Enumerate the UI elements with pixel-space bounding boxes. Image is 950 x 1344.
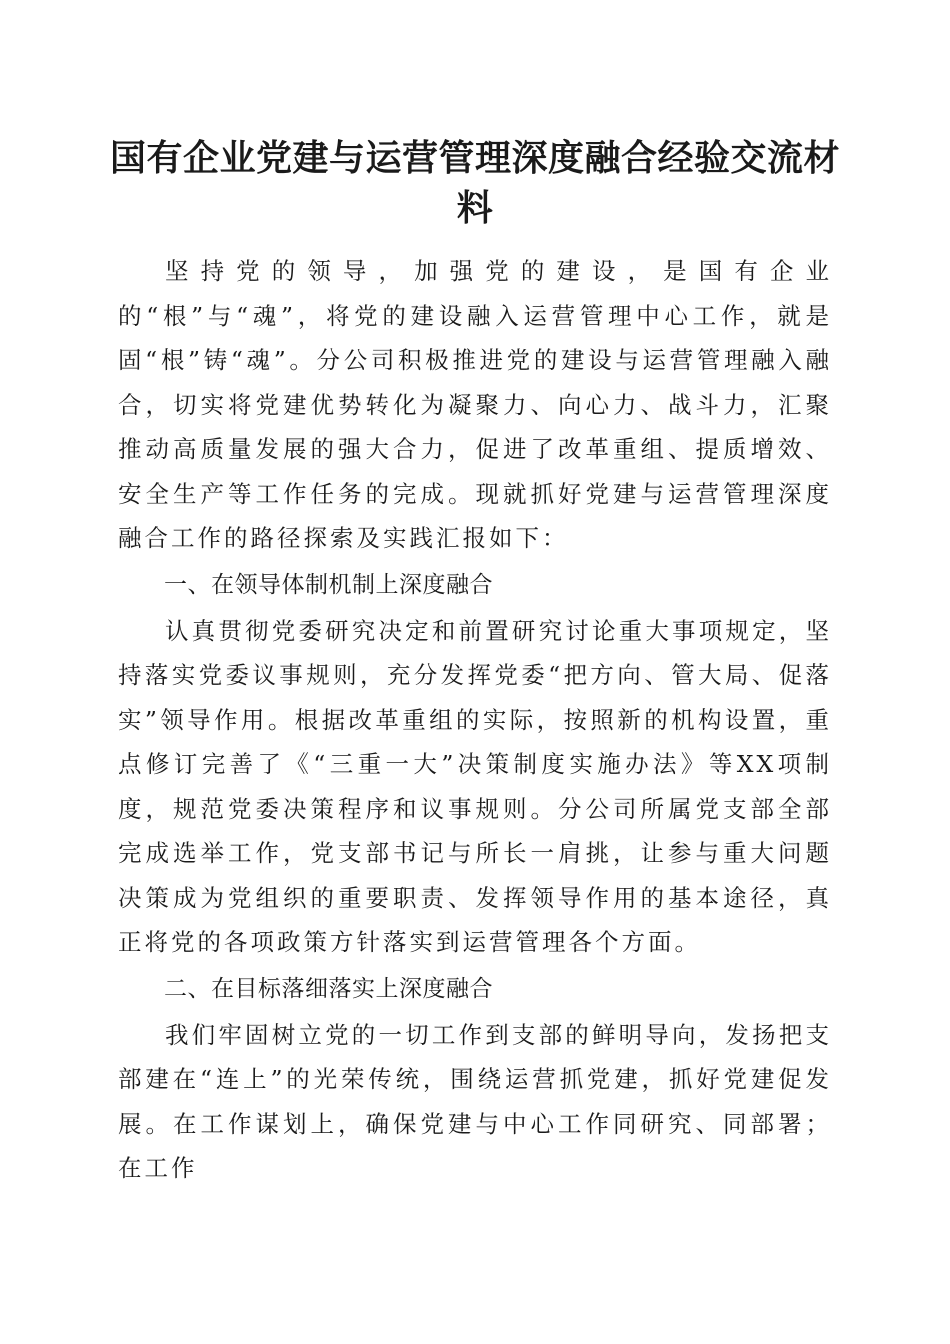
document-body — [118, 249, 832, 1191]
section-heading-2: 二、在目标落细落实上深度融合 — [164, 975, 493, 1002]
section-heading-1: 一、在领导体制机制上深度融合 — [164, 571, 493, 598]
document-title: 国有企业党建与运营管理深度融合经验交流材料 — [110, 137, 841, 229]
intro-paragraph: 坚持党的领导，加强党的建设，是国有企业的“根”与“魂”，将党的建设融入运营管理中心工作，就是固“根”铸“魂”。分公司积极推进党的建设与运营管理融入融合，切实将党建优势转化为凝聚力、向心力、战斗力，汇聚推动高质量发展的强大合力，促进了改革重组、提质增效、安全生产等工作任务的完成。现就抓好党建与运营管理深度融合工作的路径探索及实践汇报如下： — [118, 257, 832, 552]
section-paragraph-2: 我们牢固树立党的一切工作到支部的鲜明导向，发扬把支部建在“连上”的光荣传统，围绕运营抓党建，抓好党建促发展。在工作谋划上，确保党建与中心工作同研究、同部署；在工作 — [118, 1020, 832, 1182]
section-paragraph-1: 认真贯彻党委研究决定和前置研究讨论重大事项规定，坚持落实党委议事规则，充分发挥党委“把方向、管大局、促落实”领导作用。根据改革重组的实际，按照新的机构设置，重点修订完善了《“三重一大”决策制度实施办法》等XX项制度，规范党委决策程序和议事规则。分公司所属党支部全部完成选举工作，党支部书记与所长一肩挑，让参与重大问题决策成为党组织的重要职责、发挥领导作用的基本途径，真正将党的各项政策方针落实到运营管理各个方面。 — [118, 616, 832, 956]
